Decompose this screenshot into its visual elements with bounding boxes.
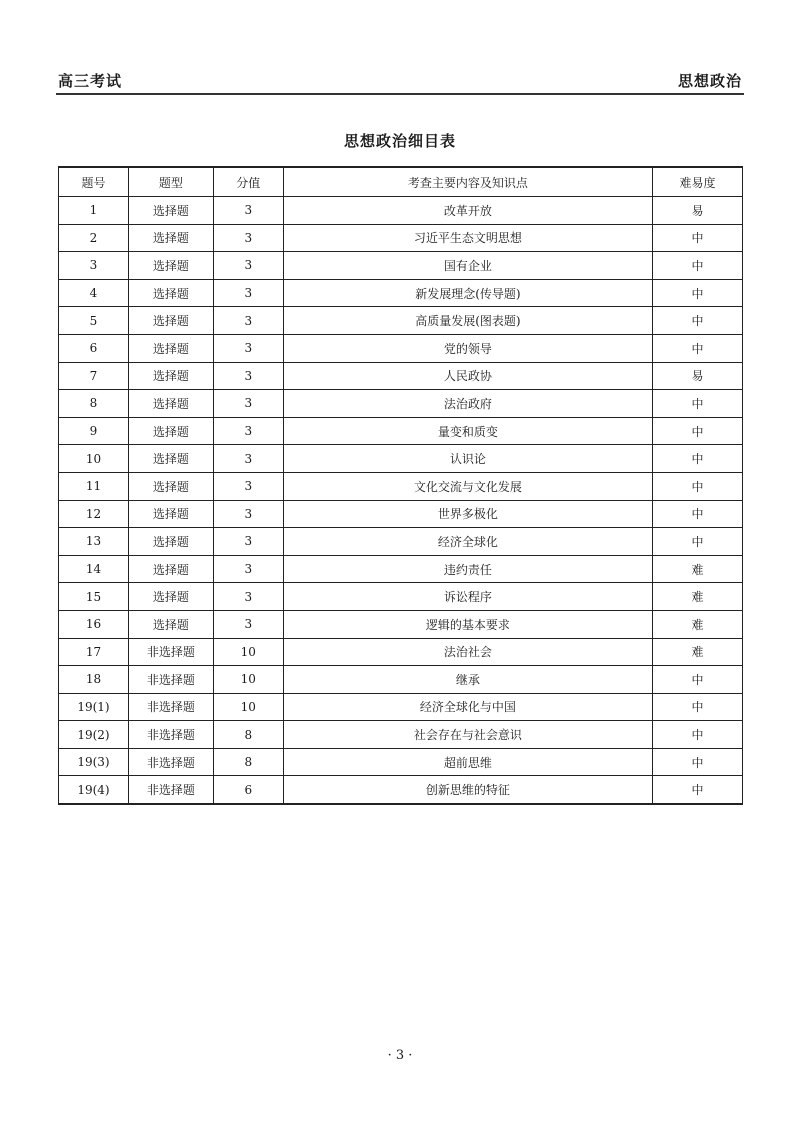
- cell-type: 选择题: [128, 472, 213, 500]
- cell-type: 选择题: [128, 445, 213, 473]
- cell-score: 3: [213, 472, 283, 500]
- cell-score: 3: [213, 417, 283, 445]
- cell-content: 经济全球化与中国: [283, 693, 652, 721]
- cell-score: 3: [213, 390, 283, 418]
- cell-content: 违约责任: [283, 555, 652, 583]
- cell-content: 文化交流与文化发展: [283, 472, 652, 500]
- cell-number: 19(3): [59, 748, 129, 776]
- cell-number: 1: [59, 197, 129, 225]
- cell-number: 2: [59, 224, 129, 252]
- cell-score: 3: [213, 362, 283, 390]
- cell-score: 3: [213, 279, 283, 307]
- cell-type: 选择题: [128, 362, 213, 390]
- cell-difficulty: 中: [653, 334, 743, 362]
- cell-difficulty: 难: [653, 555, 743, 583]
- cell-type: 选择题: [128, 417, 213, 445]
- cell-content: 继承: [283, 666, 652, 694]
- cell-type: 非选择题: [128, 748, 213, 776]
- column-header-difficulty: 难易度: [653, 167, 743, 197]
- table-row: [59, 528, 743, 556]
- cell-number: 19(2): [59, 721, 129, 749]
- cell-score: 6: [213, 776, 283, 804]
- cell-difficulty: 中: [653, 693, 743, 721]
- cell-score: 3: [213, 252, 283, 280]
- table-row: [59, 721, 743, 749]
- cell-difficulty: 易: [653, 197, 743, 225]
- cell-number: 19(1): [59, 693, 129, 721]
- table-row: [59, 334, 743, 362]
- cell-type: 选择题: [128, 583, 213, 611]
- cell-difficulty: 中: [653, 279, 743, 307]
- cell-type: 选择题: [128, 334, 213, 362]
- table-row: [59, 610, 743, 638]
- cell-number: 9: [59, 417, 129, 445]
- cell-content: 国有企业: [283, 252, 652, 280]
- page-title: 思想政治细目表: [343, 132, 456, 150]
- header-left-title: 高三考试: [58, 72, 123, 90]
- cell-content: 高质量发展(图表题): [283, 307, 652, 335]
- cell-number: 12: [59, 500, 129, 528]
- cell-difficulty: 中: [653, 307, 743, 335]
- cell-difficulty: 中: [653, 500, 743, 528]
- table-row: [59, 307, 743, 335]
- header-divider: [56, 93, 744, 95]
- table-row: [59, 693, 743, 721]
- cell-type: 选择题: [128, 279, 213, 307]
- cell-difficulty: 中: [653, 721, 743, 749]
- cell-type: 选择题: [128, 555, 213, 583]
- cell-type: 非选择题: [128, 638, 213, 666]
- table-row: [59, 224, 743, 252]
- cell-score: 3: [213, 555, 283, 583]
- table-row: [59, 666, 743, 694]
- table-body: [59, 197, 743, 805]
- cell-number: 8: [59, 390, 129, 418]
- cell-content: 逻辑的基本要求: [283, 610, 652, 638]
- cell-score: 3: [213, 583, 283, 611]
- table-row: [59, 583, 743, 611]
- cell-score: 8: [213, 721, 283, 749]
- cell-number: 13: [59, 528, 129, 556]
- specification-table: [58, 166, 743, 805]
- cell-score: 3: [213, 445, 283, 473]
- cell-number: 17: [59, 638, 129, 666]
- cell-difficulty: 中: [653, 472, 743, 500]
- cell-number: 10: [59, 445, 129, 473]
- cell-content: 经济全球化: [283, 528, 652, 556]
- cell-number: 11: [59, 472, 129, 500]
- cell-difficulty: 中: [653, 666, 743, 694]
- cell-content: 习近平生态文明思想: [283, 224, 652, 252]
- cell-difficulty: 中: [653, 252, 743, 280]
- cell-score: 10: [213, 693, 283, 721]
- cell-score: 3: [213, 334, 283, 362]
- cell-content: 改革开放: [283, 197, 652, 225]
- cell-difficulty: 中: [653, 776, 743, 804]
- cell-content: 法治社会: [283, 638, 652, 666]
- table-row: [59, 417, 743, 445]
- cell-content: 社会存在与社会意识: [283, 721, 652, 749]
- cell-content: 法治政府: [283, 390, 652, 418]
- cell-type: 选择题: [128, 252, 213, 280]
- cell-type: 非选择题: [128, 666, 213, 694]
- cell-number: 19(4): [59, 776, 129, 804]
- table-row: [59, 445, 743, 473]
- cell-type: 非选择题: [128, 721, 213, 749]
- cell-content: 新发展理念(传导题): [283, 279, 652, 307]
- table-row: [59, 252, 743, 280]
- cell-content: 创新思维的特征: [283, 776, 652, 804]
- table-row: [59, 748, 743, 776]
- cell-difficulty: 中: [653, 748, 743, 776]
- cell-number: 16: [59, 610, 129, 638]
- cell-content: 党的领导: [283, 334, 652, 362]
- table-row: [59, 555, 743, 583]
- cell-content: 人民政协: [283, 362, 652, 390]
- cell-number: 7: [59, 362, 129, 390]
- cell-type: 选择题: [128, 610, 213, 638]
- cell-difficulty: 中: [653, 224, 743, 252]
- cell-score: 3: [213, 307, 283, 335]
- cell-type: 非选择题: [128, 776, 213, 804]
- column-header-number: 题号: [59, 167, 129, 197]
- cell-score: 10: [213, 666, 283, 694]
- cell-score: 3: [213, 197, 283, 225]
- table-row: [59, 362, 743, 390]
- cell-content: 世界多极化: [283, 500, 652, 528]
- cell-content: 诉讼程序: [283, 583, 652, 611]
- cell-score: 10: [213, 638, 283, 666]
- cell-number: 14: [59, 555, 129, 583]
- cell-number: 4: [59, 279, 129, 307]
- cell-content: 量变和质变: [283, 417, 652, 445]
- cell-type: 选择题: [128, 500, 213, 528]
- cell-number: 18: [59, 666, 129, 694]
- cell-number: 6: [59, 334, 129, 362]
- cell-number: 3: [59, 252, 129, 280]
- cell-difficulty: 难: [653, 638, 743, 666]
- cell-type: 选择题: [128, 390, 213, 418]
- cell-difficulty: 易: [653, 362, 743, 390]
- cell-content: 认识论: [283, 445, 652, 473]
- table-row: [59, 776, 743, 804]
- cell-score: 3: [213, 500, 283, 528]
- cell-type: 选择题: [128, 528, 213, 556]
- column-header-content: 考查主要内容及知识点: [283, 167, 652, 197]
- cell-type: 选择题: [128, 224, 213, 252]
- table-row: [59, 390, 743, 418]
- column-header-type: 题型: [128, 167, 213, 197]
- cell-difficulty: 中: [653, 390, 743, 418]
- cell-type: 非选择题: [128, 693, 213, 721]
- page-number: · 3 ·: [387, 1048, 413, 1063]
- cell-score: 3: [213, 610, 283, 638]
- table-row: [59, 279, 743, 307]
- cell-difficulty: 中: [653, 417, 743, 445]
- cell-score: 8: [213, 748, 283, 776]
- cell-number: 5: [59, 307, 129, 335]
- table-row: [59, 197, 743, 225]
- cell-difficulty: 难: [653, 583, 743, 611]
- cell-difficulty: 难: [653, 610, 743, 638]
- cell-type: 选择题: [128, 197, 213, 225]
- cell-type: 选择题: [128, 307, 213, 335]
- cell-score: 3: [213, 224, 283, 252]
- cell-number: 15: [59, 583, 129, 611]
- table-row: [59, 638, 743, 666]
- cell-difficulty: 中: [653, 528, 743, 556]
- column-header-score: 分值: [213, 167, 283, 197]
- header-right-subject: 思想政治: [677, 72, 742, 90]
- cell-difficulty: 中: [653, 445, 743, 473]
- table-row: [59, 500, 743, 528]
- cell-content: 超前思维: [283, 748, 652, 776]
- table-row: [59, 472, 743, 500]
- table-header-row: [59, 167, 743, 197]
- cell-score: 3: [213, 528, 283, 556]
